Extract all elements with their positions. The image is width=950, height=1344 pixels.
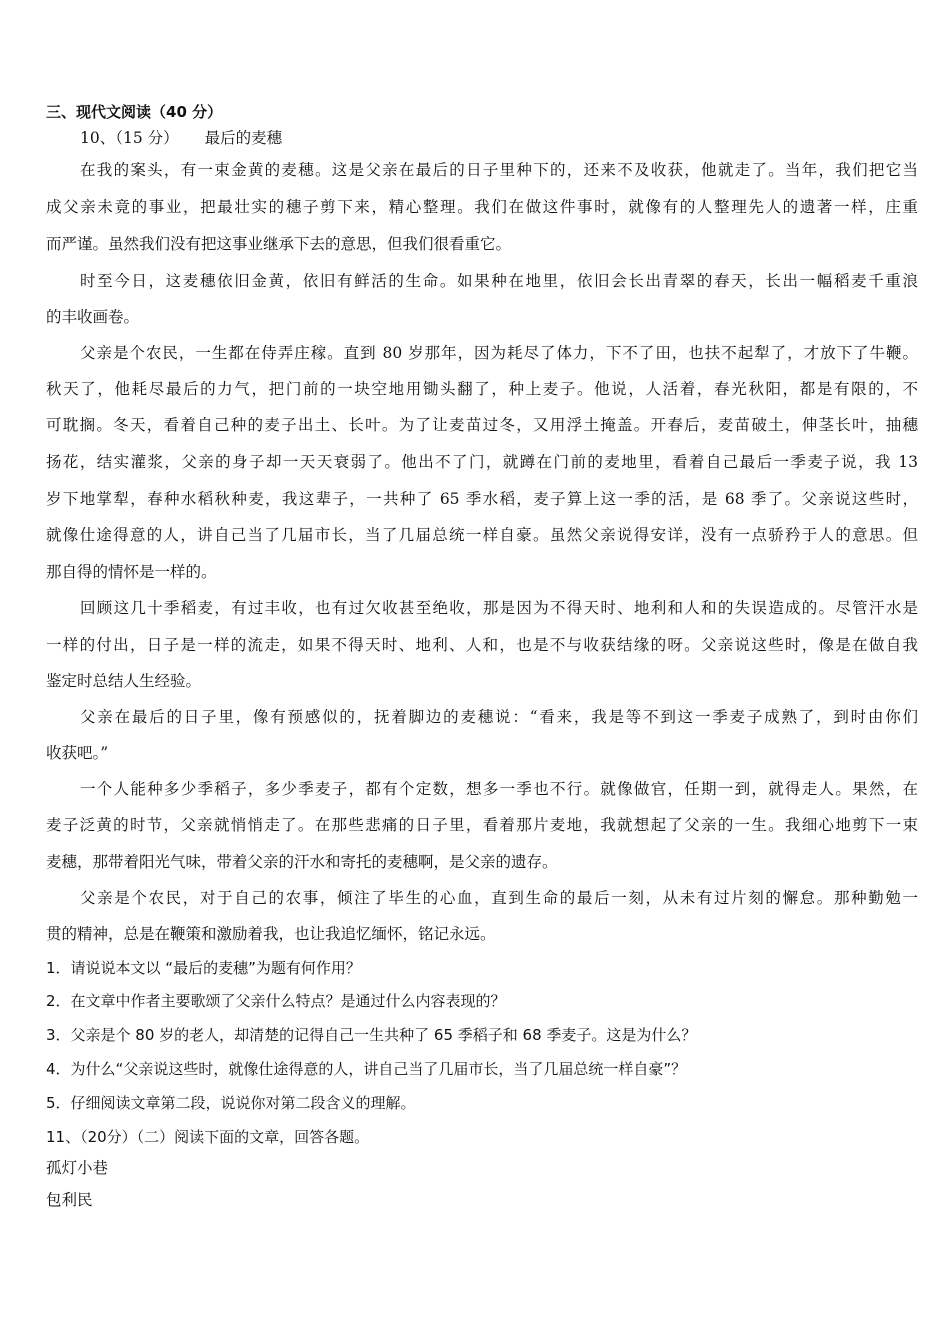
article-line: 成父亲未竟的事业，把最壮实的穗子剪下来，精心整理。我们在做这件事时，就像有的人整理先人的遗著一样，庄重 — [46, 198, 918, 216]
question-item: 1．请说说本文以 “最后的麦穗”为题有何作用？ — [46, 959, 361, 977]
article-line: 时至今日，这麦穗依旧金黄，依旧有鲜活的生命。如果种在地里，依旧会长出青翠的春天，长出一幅稻麦千重浪 — [80, 272, 918, 290]
article-line: 一样的付出，日子是一样的流走，如果不得天时、地利、人和，也是不与收获结缘的呀。父亲说这些时，像是在做自我 — [46, 636, 918, 654]
question-item: 2．在文章中作者主要歌颂了父亲什么特点？是通过什么内容表现的？ — [46, 992, 506, 1010]
article-line: 父亲是个农民，一生都在侍弄庄稼。直到 80 岁那年，因为耗尽了体力，下不了田，也扶不起犁了，才放下了牛鞭。 — [80, 344, 918, 362]
question-item: 5．仔细阅读文章第二段，说说你对第二段含义的理解。 — [46, 1094, 416, 1112]
article-line: 父亲是个农民，对于自己的农事，倾注了毕生的心血，直到生命的最后一刻，从未有过片刻的懈怠。那种勤勉一 — [80, 889, 918, 907]
article-line: 那自得的情怀是一样的。 — [46, 563, 217, 581]
article-2-author: 包利民 — [46, 1191, 93, 1209]
article-line: 回顾这几十季稻麦，有过丰收，也有过欠收甚至绝收，那是因为不得天时、地利和人和的失误造成的。尽管汗水是 — [80, 599, 918, 617]
question-item: 4．为什么“父亲说这些时，就像仕途得意的人，讲自己当了几届市长，当了几届总统一样自豪”？ — [46, 1060, 687, 1078]
article-line: 岁下地掌犁，春种水稻秋种麦，我这辈子，一共种了 65 季水稻，麦子算上这一季的活，是 68 季了。父亲说这些时， — [46, 490, 918, 508]
article-line: 秋天了，他耗尽最后的力气，把门前的一块空地用锄头翻了，种上麦子。他说，人活着，春光秋阳，都是有限的，不 — [46, 380, 918, 398]
article-line: 就像仕途得意的人，讲自己当了几届市长，当了几届总统一样自豪。虽然父亲说得安详，没有一点骄矜于人的意思。但 — [46, 526, 918, 544]
article-title: 最后的麦穗 — [204, 129, 283, 147]
article-line: 鉴定时总结人生经验。 — [46, 672, 202, 690]
question-11-header: 11、（20分）（二）阅读下面的文章，回答各题。 — [46, 1128, 370, 1146]
article-line: 扬花，结实灌浆，父亲的身子却一天天衰弱了。他出不了门，就蹲在门前的麦地里，看着自己最后一季麦子说，我 13 — [46, 453, 918, 471]
section-heading: 三、现代文阅读（40 分） — [46, 103, 223, 121]
article-line: 在我的案头，有一束金黄的麦穗。这是父亲在最后的日子里种下的，还来不及收获，他就走了。当年，我们把它当 — [80, 161, 918, 179]
article-line: 父亲在最后的日子里，像有预感似的，抚着脚边的麦穗说：“看来，我是等不到这一季麦子成熟了，到时由你们 — [80, 708, 918, 726]
article-2-title: 孤灯小巷 — [46, 1159, 109, 1177]
question-item: 3．父亲是个 80 岁的老人，却清楚的记得自己一生共种了 65 季稻子和 68 季麦子。这是为什么？ — [46, 1026, 697, 1044]
article-line: 贯的精神，总是在鞭策和激励着我，也让我追忆缅怀，铭记永远。 — [46, 925, 496, 943]
question-10-header — [80, 127, 950, 149]
article-line: 可耽搁。冬天，看着自己种的麦子出土、长叶。为了让麦苗过冬，又用浮土掩盖。开春后，麦苗破土，伸茎长叶，抽穗 — [46, 416, 918, 434]
article-line: 而严谨。虽然我们没有把这事业继承下去的意思，但我们很看重它。 — [46, 235, 512, 253]
article-line: 的丰收画卷。 — [46, 308, 140, 326]
question-10-number: 10、（15 分） — [80, 129, 179, 147]
article-line: 麦穗，那带着阳光气味，带着父亲的汗水和寄托的麦穗啊，是父亲的遗存。 — [46, 853, 558, 871]
article-line: 麦子泛黄的时节，父亲就悄悄走了。在那些悲痛的日子里，看着那片麦地，我就想起了父亲的一生。我细心地剪下一束 — [46, 816, 918, 834]
article-line: 收获吧。” — [46, 744, 109, 762]
article-line: 一个人能种多少季稻子，多少季麦子，都有个定数，想多一季也不行。就像做官，任期一到，就得走人。果然，在 — [80, 780, 918, 798]
